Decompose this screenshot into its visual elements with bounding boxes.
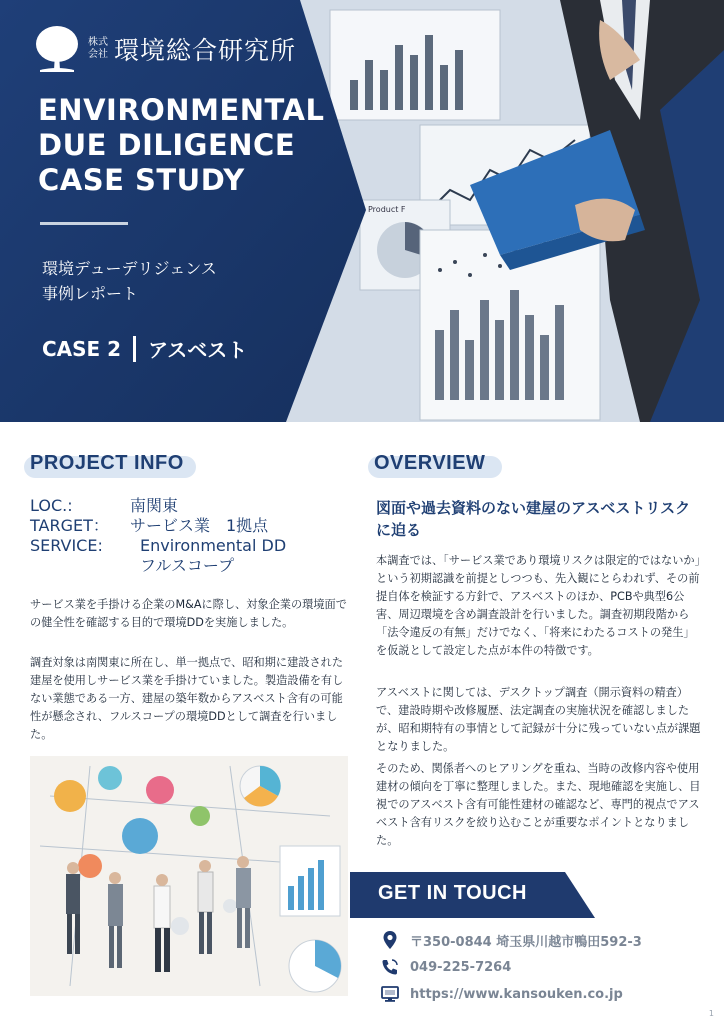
hero-divider <box>40 222 128 225</box>
info-value: 南関東 <box>130 496 179 515</box>
business-figures-photo <box>30 756 348 996</box>
hero-title: ENVIRONMENTAL DUE DILIGENCE CASE STUDY <box>38 93 325 197</box>
project-paragraph: サービス業を手掛ける企業のM&Aに際し、対象企業の環境面での健全性を確認する目的で環境DDを実施しました。 <box>30 598 347 629</box>
overview-paragraph: 本調査では、「サービス業であり環境リスクは限定的ではないか」という初期認識を前提としつつも、先入観にとらわれず、その前提自体を検証する方針で、アスベストのほか、PCBや典型6公害、周辺環境を含め調査設計を行いました。調査初期段階から「法令違反の有無」だけでなく、「将来にわたるコストの発生」を仮説として設定した点が本件の特徴です。 <box>376 554 701 657</box>
info-label: LOC.: <box>30 496 73 515</box>
tree-logo-icon <box>34 24 80 74</box>
overview-paragraph: そのため、関係者へのヒアリングを重ね、当時の改修内容や使用建材の傾向を丁寧に整理しました。また、現地確認を実施し、目視でのアスベスト含有可能性建材の確認など、専門的視点でアスベスト含有リスクを絞り込むことが重要なポイントとなりました。 <box>376 762 701 847</box>
info-row-target <box>30 516 286 536</box>
hero-subtitle-line1: 環境デューデリジェンス <box>42 259 217 278</box>
case-topic: アスベスト <box>148 338 248 362</box>
monitor-icon <box>380 984 400 1004</box>
project-paragraph: 調査対象は南関東に所在し、単一拠点で、昭和期に建設された建屋を使用しサービス業を手掛けていました。製造設備を有しない業態である一方、建屋の築年数からアスベスト含有の可能性が懸念され、フルスコープの環境DDとして調査を行いました。 <box>30 656 344 741</box>
overview-heading <box>368 452 508 482</box>
contact-phone <box>380 957 511 977</box>
phone-text: 049-225-7264 <box>410 959 512 975</box>
company-prefix-line2: 会社 <box>88 49 108 60</box>
info-row-service <box>30 536 286 576</box>
overview-title: 図面や過去資料のない建屋のアスベストリスクに迫る <box>376 499 691 539</box>
map-pin-icon <box>380 930 400 950</box>
case-label: CASE 2 <box>42 336 122 361</box>
info-label: TARGET： <box>30 516 109 535</box>
address-text: 〒350-0844 埼玉県川越市鴨田592-3 <box>410 934 642 950</box>
overview-paragraph: アスベストに関しては、デスクトップ調査（開示資料の精査）で、建設時期や改修履歴、法定調査の実施状況を確認しましたが、昭和期特有の事情として記録が十分に残っていない点が課題となりました。 <box>376 686 701 753</box>
overview-heading-text: OVERVIEW <box>374 452 486 474</box>
phone-icon <box>380 957 400 977</box>
hero-subtitle <box>42 256 217 306</box>
hero-subtitle-line2: 事例レポート <box>42 284 139 303</box>
company-prefix <box>88 37 108 61</box>
case-row <box>42 334 247 363</box>
info-label: SERVICE: <box>30 536 103 555</box>
contact-address <box>380 930 642 950</box>
project-info-heading-text: PROJECT INFO <box>30 452 184 474</box>
company-logo <box>34 24 296 74</box>
project-info-list <box>30 496 286 576</box>
product-label: Product F <box>368 205 406 214</box>
website-link[interactable]: https://www.kansouken.co.jp <box>410 986 623 1002</box>
company-prefix-line1: 株式 <box>88 37 108 48</box>
info-row-location <box>30 496 286 516</box>
contact-heading-text: GET IN TOUCH <box>378 882 527 904</box>
info-value: サービス業 1拠点 <box>130 516 269 535</box>
company-name: 環境総合研究所 <box>114 36 297 65</box>
page-number: 1 <box>708 1009 714 1018</box>
hero-banner <box>0 0 724 422</box>
case-divider <box>133 336 136 362</box>
contact-website[interactable] <box>380 984 623 1004</box>
contact-heading-banner <box>350 872 724 918</box>
info-value: Environmental DD フルスコープ <box>140 536 287 575</box>
project-info-heading <box>24 452 204 482</box>
